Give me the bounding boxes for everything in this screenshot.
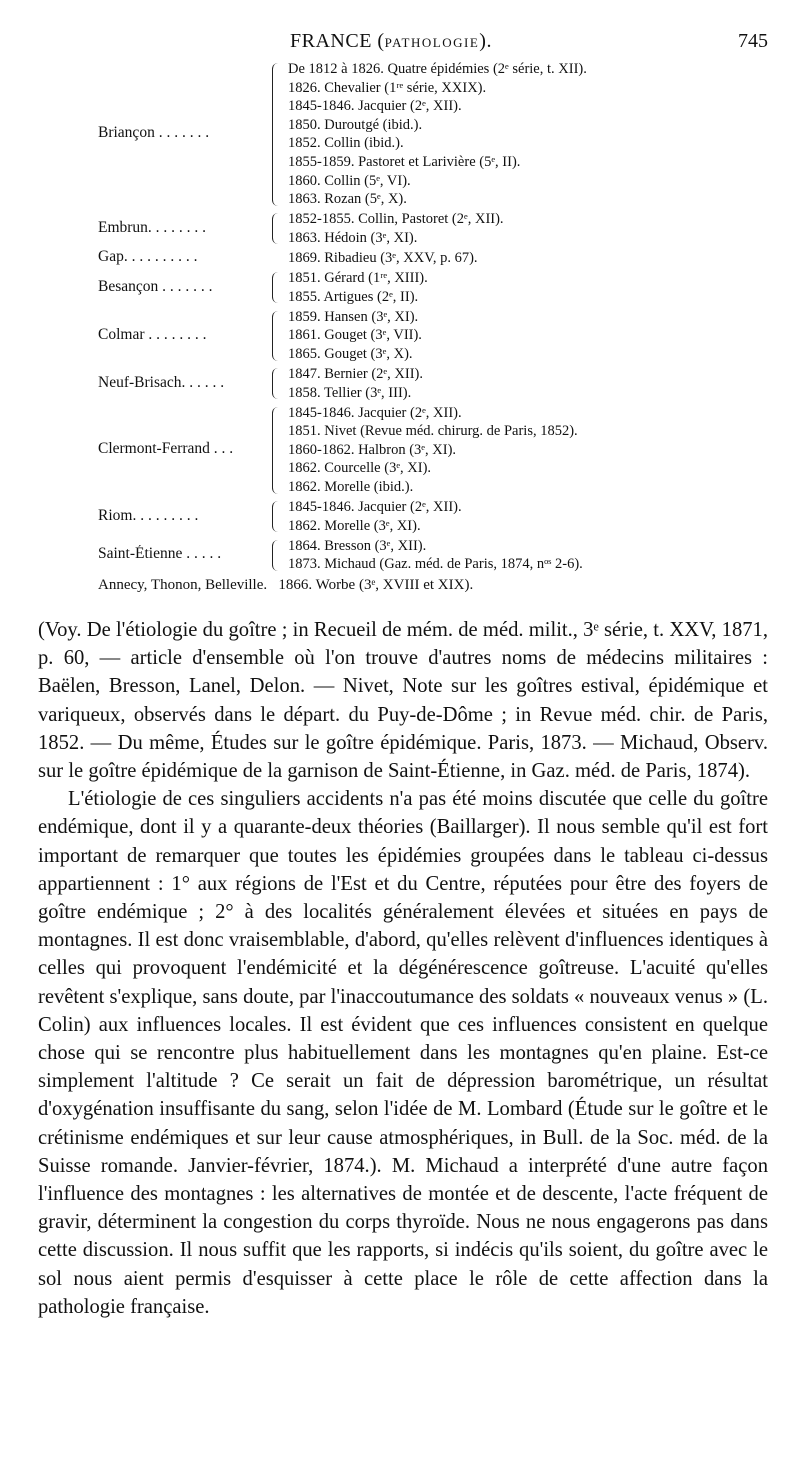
place-label: Gap. . . . . . . . . . [98,248,198,266]
entry-row: 1873. Michaud (Gaz. méd. de Paris, 1874, nᵒˢ 2-6). [288,556,583,573]
entries-list [288,308,778,364]
entries-list [288,404,778,497]
entry-row: 1858. Tellier (3ᵉ, III). [288,384,412,401]
running-title-paren-close: ). [479,30,492,52]
entry-row: 1851. Gérard (1ʳᵉ, XIII). [288,270,428,287]
brace [272,540,278,571]
entry-row: 1851. Nivet (Revue méd. chirurg. de Paris, 1852). [288,423,578,440]
entries-list [288,210,778,247]
entry-row: 1862. Morelle (ibid.). [288,479,414,496]
brace [272,368,278,399]
table-group [98,249,778,268]
running-title-main: FRANCE [290,30,372,52]
entry-row: 1863. Hédoin (3ᵉ, XI). [288,229,418,246]
discussion-paragraph: L'étiologie de ces singuliers accidents n'a pas été moins discutée que celle du goître endémique, dont il y a quarante-deux théories (Baillarger). Il nous semble qu'il est fort important de remarquer que toutes les épidémies groupées dans le tableau ci-dessus appartiennent : 1° aux régions de l'Est et du Centre, réputées pour être des foyers de goître endémique ; 2° à des localités généralement élevées et situées en pays de montagnes. Il est donc vraisemblable, d'abord, qu'elles relèvent d'influences identiques à celles qui provoquent l'endémicité et la dégénérescence goîtreuse. L'acuité qu'elles revêtent s'explique, sans doute, par l'inaccoutumance des soldats « nouveaux venus » (L. Colin) aux influences locales. Il est évident que ces influences consistent en quelque chose qui se rencontre plus habituellement dans les montagnes qu'en plaine. Est-ce simplement l'altitude ? Ce serait un fait de dépression barométrique, un résultat d'oxygénation insuffisante du sang, selon l'idée de M. Lombard (Étude sur le goître et le crétinisme endémiques et sur leur cause atmosphériques, in Bull. de la Soc. méd. de la Suisse romande. Janvier-février, 1874.). M. Michaud a interprété d'une autre façon l'influence des montagnes : les alternatives de montée et de descente, l'acte fréquent de gravir, déterminent la congestion du corps thyroïde. Nous ne nous engagerons pas dans cette discussion. Il nous suffit que les rapports, si indécis qu'ils soient, du goître avec le sol nous aient permis d'esquisser à cette place le rôle de cette affection dans la pathologie française. [38,788,768,1318]
brace [272,63,278,206]
table-group [98,308,778,364]
entry-row: 1859. Hansen (3ᵉ, XI). [288,308,419,325]
entry-row: 1852-1855. Collin, Pastoret (2ᵉ, XII). [288,211,504,228]
bibliography-paragraph: (Voy. De l'étiologie du goître ; in Recueil de mém. de méd. milit., 3ᵉ série, t. XXV, 1871, p. 60, — article d'ensemble où l'on trouve d'autres noms de médecins militaires : Baëlen, Bresson, Lanel, Delon. — Nivet, Note sur les goîtres estival, épidémique et variqueux, observés dans le départ. du Puy-de-Dôme ; in Revue méd. chir. de Paris, 1852. — Du même, Études sur le goître épidémique. Paris, 1873. — Michaud, Observ. sur le goître épidémique de la garnison de Saint-Étienne, in Gaz. méd. de Paris, 1874). [38,619,768,783]
page-number: 745 [738,30,768,52]
entry-row: 1860. Collin (5ᵉ, VI). [288,172,411,189]
entry-row: 1845-1846. Jacquier (2ᵉ, XII). [288,499,462,516]
entry-row: 1860-1862. Halbron (3ᵉ, XI). [288,441,457,458]
place-label: Clermont-Ferrand . . . [98,440,234,458]
last-row: Annecy, Thonon, Belleville. 1866. Worbe (3ᵉ, XVIII et XIX). [98,576,474,593]
entry-row: 1862. Morelle (3ᵉ, XI). [288,517,421,534]
table-group [98,498,778,535]
table-group [98,404,778,497]
entries-list [288,365,778,402]
table-group [98,210,778,247]
entry-row: 1861. Gouget (3ᵉ, VII). [288,327,422,344]
body-text [38,616,768,1321]
place-label: Riom. . . . . . . . . [98,506,199,524]
place-label: Embrun. . . . . . . . [98,218,207,236]
brace [272,311,278,361]
place-label: Briançon . . . . . . . [98,124,210,142]
place-label: Saint-Étienne . . . . . [98,545,222,563]
place-label: Besançon . . . . . . . [98,277,213,295]
running-title-subject: PATHOLOGIE [384,35,480,50]
entries-list [288,537,778,574]
entry-row: 1869. Ribadieu (3ᵉ, XXV, p. 67). [288,249,478,266]
entries-list [288,60,778,209]
table-group [98,365,778,402]
entry-row: 1852. Collin (ibid.). [288,135,404,152]
entry-row: 1845-1846. Jacquier (2ᵉ, XII). [288,98,462,115]
running-title-paren-open: ( [377,30,385,52]
entry-row: De 1812 à 1826. Quatre épidémies (2ᵉ série, t. XII). [288,61,587,77]
table-group [98,269,778,306]
entry-row: 1865. Gouget (3ᵉ, X). [288,345,413,362]
entry-row: 1864. Bresson (3ᵉ, XII). [288,537,427,554]
entry-row: 1845-1846. Jacquier (2ᵉ, XII). [288,404,462,421]
place-label: Neuf-Brisach. . . . . . [98,373,225,391]
place-label: Colmar . . . . . . . . [98,325,207,343]
entries-list [288,249,778,268]
table-group [98,537,778,574]
running-head [0,30,800,58]
entries-list [288,269,778,306]
entry-row: 1855-1859. Pastoret et Larivière (5ᵉ, II). [288,153,521,170]
entry-row: 1855. Artigues (2ᵉ, II). [288,288,419,305]
brace [272,272,278,303]
table-group [98,60,778,209]
entry-row: 1847. Bernier (2ᵉ, XII). [288,366,423,382]
brace [272,501,278,532]
running-title [290,30,492,53]
entry-row: 1850. Duroutgé (ibid.). [288,116,423,133]
entry-row: 1826. Chevalier (1ʳᵉ série, XXIX). [288,79,487,96]
epidemics-table [98,60,778,594]
brace [272,407,278,494]
entry-row: 1862. Courcelle (3ᵉ, XI). [288,460,432,477]
entries-list [288,498,778,535]
brace [272,213,278,244]
entry-row: 1863. Rozan (5ᵉ, X). [288,191,407,208]
